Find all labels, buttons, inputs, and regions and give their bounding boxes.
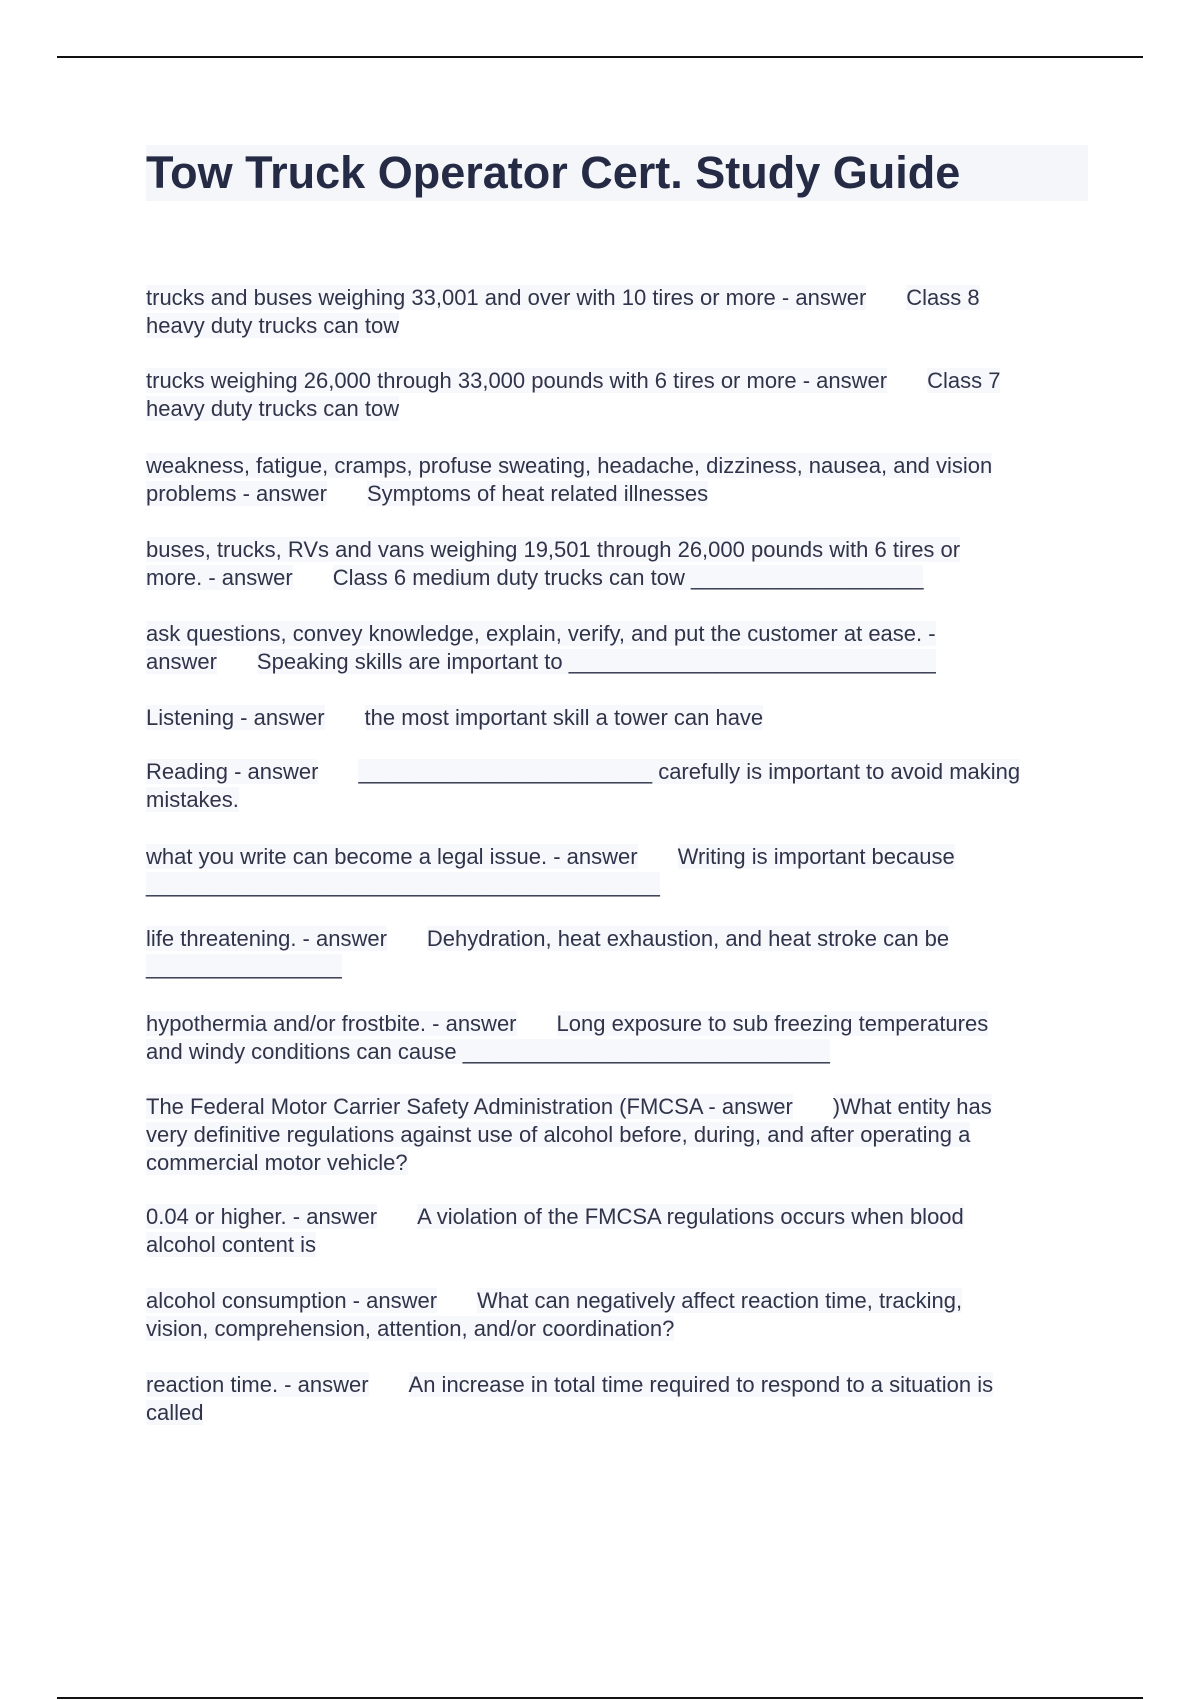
qa-item <box>146 1287 1086 1343</box>
qa-line <box>146 1315 1086 1343</box>
answer-text: more. - answer <box>146 565 293 590</box>
page-title: Tow Truck Operator Cert. Study Guide <box>146 147 961 198</box>
question-text: Long exposure to sub freezing temperatures <box>556 1011 989 1036</box>
qa-line <box>146 395 1086 423</box>
qa-line <box>146 871 1086 899</box>
question-text: and windy conditions can cause ______________________________ <box>146 1039 830 1064</box>
question-text: Class 7 <box>927 368 1001 393</box>
qa-line <box>146 1371 1086 1399</box>
answer-text: Reading - answer <box>146 759 319 784</box>
qa-item <box>146 284 1086 340</box>
answer-text: trucks weighing 26,000 through 33,000 pounds with 6 tires or more - answer <box>146 368 888 393</box>
qa-item <box>146 843 1086 899</box>
qa-line <box>146 1231 1086 1259</box>
answer-text: answer <box>146 649 217 674</box>
question-text: the most important skill a tower can have <box>364 705 764 730</box>
qa-item <box>146 758 1086 814</box>
question-text: called <box>146 1400 204 1425</box>
question-text: __________________________________________ <box>146 872 660 897</box>
qa-line <box>146 1203 1086 1231</box>
qa-line <box>146 620 1086 648</box>
question-text: heavy duty trucks can tow <box>146 396 400 421</box>
qa-line <box>146 536 1086 564</box>
question-text: buses, trucks, RVs and vans weighing 19,501 through 26,000 pounds with 6 tires or <box>146 537 961 562</box>
answer-text: 0.04 or higher. - answer <box>146 1204 378 1229</box>
question-text: ask questions, convey knowledge, explain, verify, and put the customer at ease. - <box>146 621 936 646</box>
qa-line <box>146 843 1086 871</box>
answer-text: problems - answer <box>146 481 327 506</box>
question-text: Class 8 <box>906 285 980 310</box>
question-text: very definitive regulations against use of alcohol before, during, and after operating a <box>146 1122 971 1147</box>
question-text: Writing is important because <box>677 844 955 869</box>
question-text: Speaking skills are important to ______________________________ <box>256 649 936 674</box>
question-text: Dehydration, heat exhaustion, and heat stroke can be <box>426 926 950 951</box>
question-text: ________________________ carefully is important to avoid making <box>358 759 1021 784</box>
qa-line <box>146 786 1086 814</box>
question-text: ________________ <box>146 954 342 979</box>
question-text: A violation of the FMCSA regulations occurs when blood <box>417 1204 964 1229</box>
qa-line <box>146 1038 1086 1066</box>
question-text: commercial motor vehicle? <box>146 1150 408 1175</box>
question-text: alcohol content is <box>146 1232 316 1257</box>
question-text: An increase in total time required to respond to a situation is <box>408 1372 994 1397</box>
qa-item <box>146 367 1086 423</box>
question-text: vision, comprehension, attention, and/or coordination? <box>146 1316 675 1341</box>
qa-item <box>146 1010 1086 1066</box>
answer-text: Listening - answer <box>146 705 325 730</box>
qa-line <box>146 648 1086 676</box>
question-text: Class 6 medium duty trucks can tow ___________________ <box>332 565 924 590</box>
question-text: Symptoms of heat related illnesses <box>366 481 709 506</box>
qa-line <box>146 452 1086 480</box>
footer-rule <box>57 1697 1143 1699</box>
qa-line <box>146 367 1086 395</box>
qa-line <box>146 758 1086 786</box>
question-text: mistakes. <box>146 787 239 812</box>
question-text: weakness, fatigue, cramps, profuse sweating, headache, dizziness, nausea, and vision <box>146 453 993 478</box>
qa-line <box>146 1399 1086 1427</box>
qa-item <box>146 1371 1086 1427</box>
qa-line <box>146 1149 1086 1177</box>
header-rule <box>57 56 1143 58</box>
qa-item <box>146 620 1086 676</box>
qa-line <box>146 1093 1086 1121</box>
qa-line <box>146 953 1086 981</box>
answer-text: alcohol consumption - answer <box>146 1288 438 1313</box>
qa-line <box>146 480 1086 508</box>
answer-text: reaction time. - answer <box>146 1372 369 1397</box>
answer-text: The Federal Motor Carrier Safety Administration (FMCSA - answer <box>146 1094 793 1119</box>
qa-item <box>146 1093 1086 1177</box>
qa-line <box>146 284 1086 312</box>
answer-text: what you write can become a legal issue. - answer <box>146 844 638 869</box>
question-text: heavy duty trucks can tow <box>146 313 400 338</box>
qa-item <box>146 1203 1086 1259</box>
qa-line <box>146 925 1086 953</box>
qa-line <box>146 704 1086 732</box>
answer-text: trucks and buses weighing 33,001 and over with 10 tires or more - answer <box>146 285 867 310</box>
qa-line <box>146 1121 1086 1149</box>
question-text: )What entity has <box>832 1094 992 1119</box>
qa-line <box>146 1010 1086 1038</box>
answer-text: life threatening. - answer <box>146 926 387 951</box>
qa-item <box>146 452 1086 508</box>
qa-item <box>146 536 1086 592</box>
answer-text: hypothermia and/or frostbite. - answer <box>146 1011 517 1036</box>
qa-line <box>146 312 1086 340</box>
question-text: What can negatively affect reaction time, tracking, <box>477 1288 963 1313</box>
qa-line <box>146 1287 1086 1315</box>
qa-item <box>146 925 1086 981</box>
qa-line <box>146 564 1086 592</box>
qa-item <box>146 704 1086 732</box>
